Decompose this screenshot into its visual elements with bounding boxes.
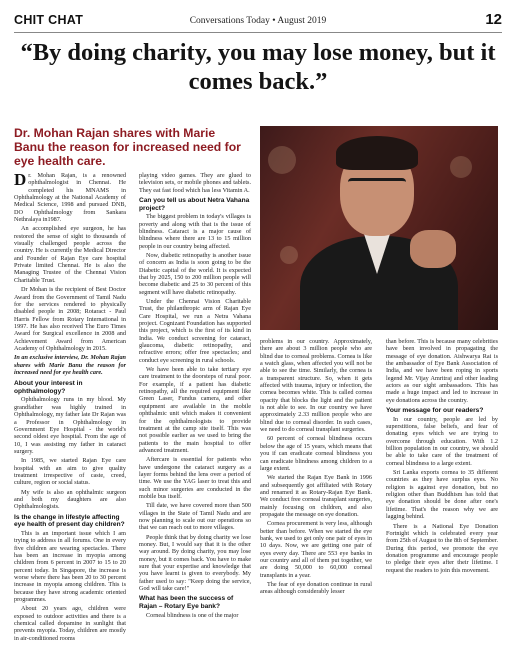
paragraph: than before. This is because many celebrities have been involved in propagating the message of eye donation. Aishwarya Rai is the ambassador of Eye Bank Association of India, and we have been roping in sports legend Mr. Vijay Amritraj and other leading actors as our sight ambassadors. This has made a huge impact and led to increase in eye donations across the country. — [386, 338, 498, 404]
deck: Dr. Mohan Rajan shares with Marie Banu the reason for increased need for eye health care. — [14, 126, 241, 168]
article-column-1 — [14, 172, 126, 658]
article-column-2 — [139, 172, 251, 658]
paragraph: Till date, we have covered more than 500 villages in the State of Tamil Nadu and are now planning to scale out our operations so that we can reach out to more villages. — [139, 502, 251, 532]
paragraph: Cornea procurement is very less, although better than before. When we started the eye bank, we used to get only one pair of eyes in 10 days. Now, we are getting one pair of eyes every day. There are 553 eye banks in our country and all of them put together, we are doing 50,000 to 60,000 corneal transplants in a year. — [260, 520, 372, 579]
paragraph: We started the Rajan Eye Bank in 1996 and subsequently got affiliated with Rotary and renamed it as Rotary-Rajan Eye Bank. We conduct free corneal transplant surgeries, mainly focusing on children, and also propagate the message on eye donation. — [260, 474, 372, 518]
issue-line: Conversations Today • August 2019 — [189, 16, 327, 26]
paragraph: This is an important issue which I am trying to address in all forums. One in every five children are wearing spectacles. There has been an increase in myopia among children from 6 percent in 2007 to 15 to 20 percent today. In Singapore, the increase is worse where there has been 20 to 30 percent increase in myopia among children. This is because they have strong academic oriented programmes. — [14, 529, 126, 603]
paragraph: Aftercare is essential for patients who have undergone the cataract surgery as a layer forms behind the lens over a period of time. We use the YAG laser to treat this and such minor surgeries are conducted in the mobile bus itself. — [139, 456, 251, 500]
article-column-3 — [260, 338, 372, 658]
paragraph: There is a National Eye Donation Fortnight which is celebrated every year from 25th of August to the 8th of September. During this period, we promote the eye donation programme and encourage people to pledge their eyes after their lifetime. I request the readers to join this movement. — [386, 522, 498, 574]
paragraph: In our country, people are led by superstitions, false beliefs, and fear of donating eyes which we are trying to overcome through education. With 1.2 billion population in our country, we should be able to take care of the treatment of corneal blindness to a large extent. — [386, 415, 498, 467]
paragraph: People think that by doing charity we lose money. But, I would say that it is the other way around. By doing charity, you may lose money, but it comes back. You have to make sure that your expertise and knowledge that you have learnt is given to everybody. My father used to say: "Keep doing the service, God will take care!" — [139, 533, 251, 593]
paragraph: Now, diabetic retinopathy is another issue of concern as India is soon going to be the Diabetic capital of the world. It is expected that by 2025, 150 to 200 million people will become diabetic and 25 to 30 percent of this segment will have diabetic retinopathy. — [139, 251, 251, 296]
paragraph: Under the Chennai Vision Charitable Trust, the philanthropic arm of Rajan Eye Care Hospital, we run a Netra Vahana project. Cognizant Foundation has supported this project, which is the first of its kind in India. We conduct screening for cataract, glaucoma, diabetic retinopathy, and refractive errors; offer free spectacles; and conduct eye screening in rural schools. — [139, 298, 251, 364]
paragraph: The fear of eye donation continue in rural areas although considerably lesser — [260, 581, 372, 596]
question-heading: Is the change in lifestyle affecting eye health of present day children? — [14, 513, 125, 529]
paragraph: Ophthalmology runs in my blood. My grandfather was highly trained in Ophthalmology, my father late Dr Rajan was a Professor in Ophthalmology in Government Eye Hospital - the world's second oldest eye hospital. From the age of 10, I was assisting my father in cataract surgery. — [14, 396, 126, 455]
paragraph: 60 percent of corneal blindness occurs below the age of 15 years, which means that you if can eradicate corneal blindness you can eradicate blindness among children to a large extent. — [260, 435, 372, 472]
paragraph: In 1985, we started Rajan Eye care hospital with an aim to give quality treatment irrespective of caste, creed, culture, region or social status. — [14, 457, 126, 487]
paragraph: An accomplished eye surgeon, he has restored the sense of sight to thousands of visually challenged people across the country. He is currently the Medical Director and Founder of Rajan Eye care hospital Private limited Chennai. He is also the Managing Trustee of the Chennai Vision Charitable Trust. — [14, 225, 126, 284]
paragraph: Dr Mohan is the recipient of Best Doctor Award from the Government of Tamil Nadu for the services rendered to physically disabled people in 2008; Rotaract - Paul Harris Fellow from Rotary International in 1997. He has also received The Euro Times Award for Surgical excellence in 2008 and Achievement Award from American Academy of Ophthalmology in 2015. — [14, 286, 126, 352]
headline: “By doing charity, you may lose money, but it comes back.” — [20, 39, 496, 95]
paragraph: About 20 years ago, children were exposed to outdoor activities and there is a chemical called dopamine in sunlight that prevents myopia. Today, children are mostly in air-conditioned rooms — [14, 605, 126, 642]
header-rule — [14, 32, 502, 33]
paragraph: Corneal blindness is one of the major — [146, 611, 239, 619]
page-number: 12 — [485, 11, 502, 28]
article-column-4 — [386, 338, 498, 658]
question-heading: What has been the success of Rajan – Rotary Eye bank? — [139, 595, 234, 610]
paragraph: playing video games. They are glued to television sets, or mobile phones and tablets. They eat fast food which has less Vitamin A. — [139, 172, 251, 194]
page-header — [14, 13, 502, 33]
drop-cap: D — [14, 170, 27, 189]
paragraph: My wife is also an ophthalmic surgeon and both my daughters are also Ophthalmologists. — [14, 488, 126, 511]
paragraph: We have been able to take tertiary eye care treatment to the doorsteps of rural poor. For example, if a patient has diabetic retinopathy, all the required equipment like Green Laser, Fundus camera, and other equipment are available in the mobile ophthalmic unit which makes it convenient for the ophthalmologists to provide treatment at the camp site itself. This was not possible earlier as we used to bring the patients to the main hospital to offer advanced treatment. — [139, 366, 251, 454]
paragraph: problems in our country. Approximately, there are about 3 million people who are blind due to corneal problems. Cornea is like a watch glass, when affected you will not be able to see the time. Similarly, the cornea is a transparent structure. So, when it gets affected with trauma, injury or infection, the cornea becomes white. This is called cornea opacity that blocks the light and the patient is not able to see. In our country we have approximately 2.33 million people who are blind due to corneal disorder. In such cases, we need to do corneal transplant surgeries. — [260, 338, 372, 434]
section-label: CHIT CHAT — [14, 13, 84, 27]
paragraph: Dr. Mohan Rajan, is a renowned ophthalmologist in Chennai. He completed his MNAMS in Ophthalmology at the National Academy of Medical Science, 1998 and pursued DNB, DO Ophthalmology from Sankara Nethralaya in1987. — [14, 170, 126, 224]
question-heading: Your message for our readers? — [386, 407, 484, 415]
paragraph: The biggest problem in today's villages is poverty and along with that is the issue of blindness. Cataract is a major cause of blindness where there are 13 to 15 million people in our country being affected. — [139, 213, 251, 250]
portrait-photo — [260, 126, 498, 330]
paragraph: Sri Lanka exports cornea to 35 different countries as they have surplus eyes. No religion is against eye donation, but no religion other than Buddhism has told that eye donation should be done after one's lifetime. That's the reason why we are lagging behind. — [386, 469, 498, 521]
question-heading: Can you tell us about Netra Vahana project? — [139, 197, 250, 212]
interview-intro: In an exclusive interview, Dr. Mohan Rajan shares with Marie Banu the reason for increased need for eye health care. — [14, 354, 126, 376]
question-heading: About your interest in ophthalmology? — [14, 380, 83, 395]
